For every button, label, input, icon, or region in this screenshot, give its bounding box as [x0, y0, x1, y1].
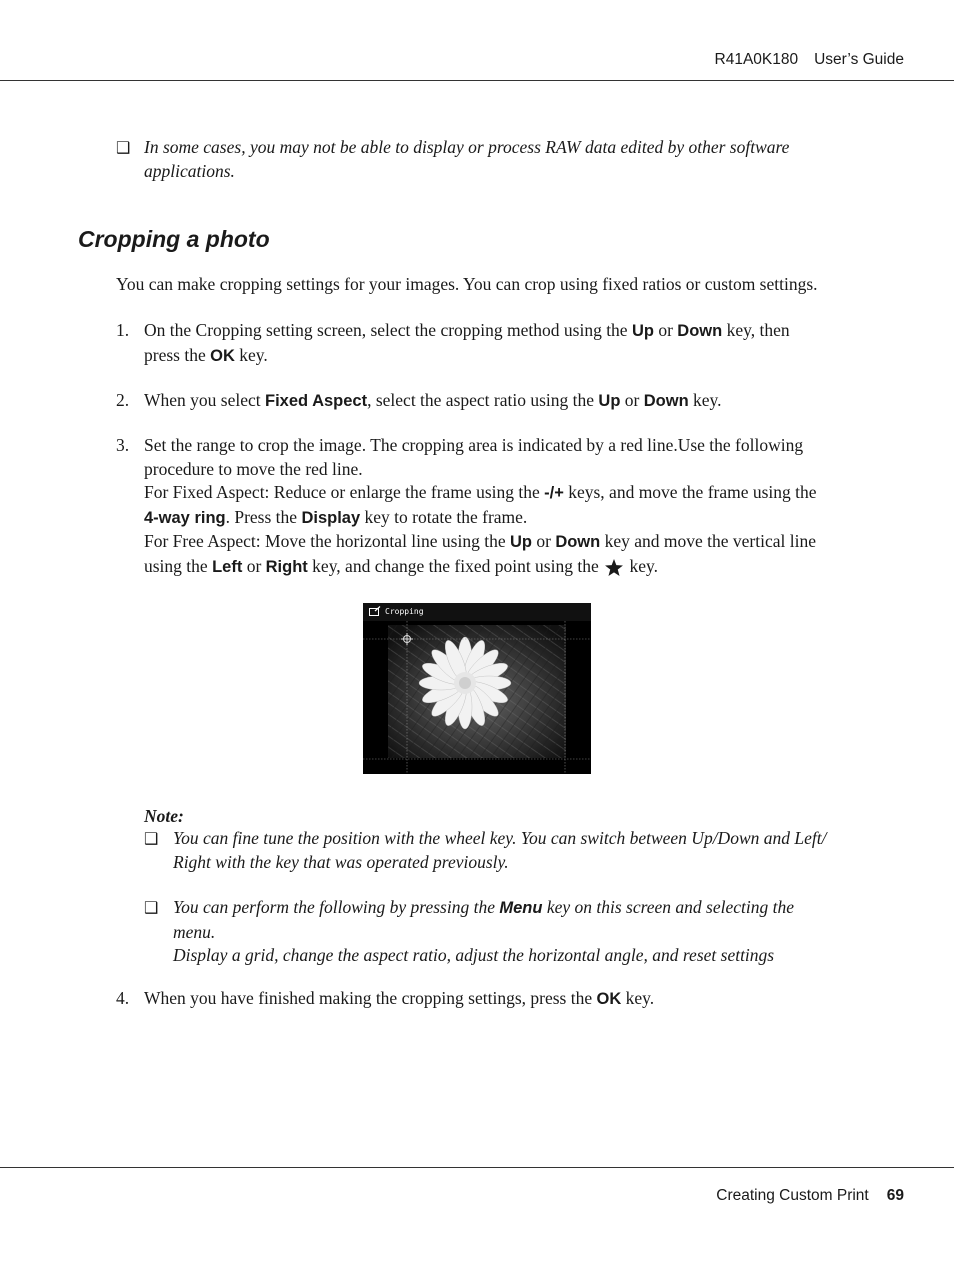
header-rule [0, 80, 954, 81]
screen-title: Cropping [385, 607, 424, 616]
star-icon [605, 559, 623, 576]
bullet-box-icon: ❑ [144, 829, 159, 848]
step-3-text: Set the range to crop the image. The cropping area is indicated by a red line.Use the following procedure to move the red line. For Fixed Aspect: Reduce or enlarge the frame using the -/+ keys, and move the frame using the 4-way ring. Press the Display key to rotate the frame. For Free Aspect: Move the horizontal line using the Up or Down key and move the vertical line using the Left or Right key, and change the fixed point using the key. [144, 435, 817, 576]
note-item-2: You can perform the following by pressing the Menu key on this screen and selecting the menu. Display a grid, change the aspect ratio, adjust the horizontal angle, and reset settings [173, 897, 794, 965]
document-id: R41A0K180 [714, 51, 799, 68]
step-number: 1. [116, 320, 130, 340]
flower-photo [363, 603, 591, 774]
cropping-screen-image [363, 603, 591, 774]
bullet-box-icon: ❑ [144, 898, 159, 917]
bullet-box-icon: ❑ [116, 138, 131, 157]
note-item-1: You can fine tune the position with the wheel key. You can switch between Up/Down and Left/ Right with the key that was operated previously. [173, 828, 827, 872]
intro-paragraph: You can make cropping settings for your images. You can crop using fixed ratios or custom settings. [116, 274, 818, 294]
page-number: 69 [886, 1187, 904, 1204]
running-footer [716, 1187, 904, 1205]
step-1-text: On the Cropping setting screen, select the cropping method using the Up or Down key, then press the OK key. [144, 320, 790, 365]
footer-rule [0, 1167, 954, 1168]
step-number: 2. [116, 390, 130, 410]
running-header [715, 51, 904, 69]
step-number: 4. [116, 988, 130, 1008]
guide-title: User’s Guide [814, 51, 904, 68]
footer-section: Creating Custom Print [716, 1187, 869, 1204]
step-number: 3. [116, 435, 130, 455]
note-label: Note: [144, 806, 184, 826]
section-heading: Cropping a photo [78, 226, 270, 252]
raw-data-notice: In some cases, you may not be able to display or process RAW data edited by other software applications. [144, 137, 790, 181]
step-4-text: When you have finished making the cropping settings, press the OK key. [144, 988, 655, 1008]
step-2-text: When you select Fixed Aspect, select the aspect ratio using the Up or Down key. [144, 390, 722, 410]
